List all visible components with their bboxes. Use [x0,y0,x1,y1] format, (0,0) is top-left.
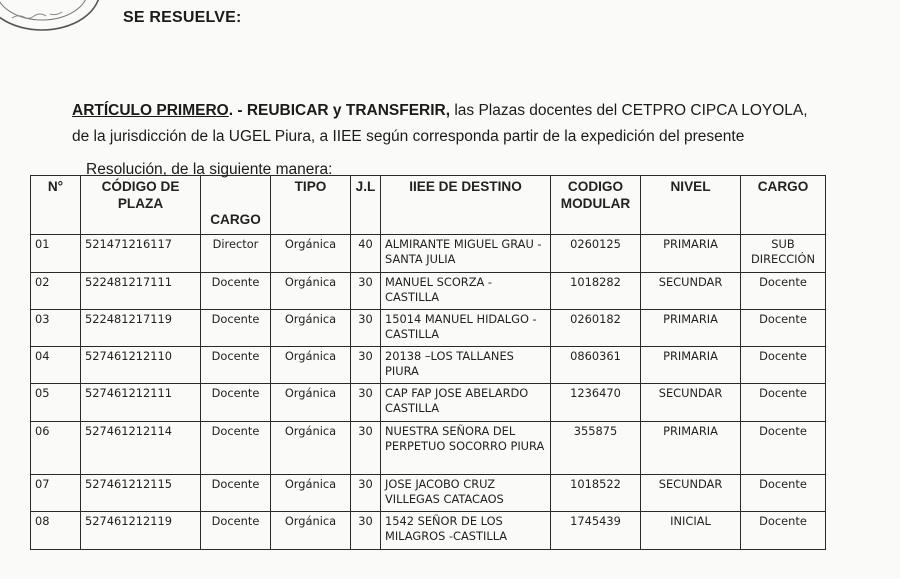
cell-cargo2: Docente [741,475,826,512]
cell-cargo: Docente [201,512,271,550]
cell-jl: 30 [351,475,381,512]
cell-tipo: Orgánica [271,347,351,384]
cell-jl: 30 [351,347,381,384]
cell-tipo: Orgánica [271,475,351,512]
article-verb: REUBICAR y TRANSFERIR, [246,102,451,119]
article-title: ARTÍCULO PRIMERO [72,102,229,119]
cell-num: 05 [31,384,81,422]
cell-tipo: Orgánica [271,384,351,422]
cell-jl: 30 [351,512,381,550]
cell-num: 04 [31,347,81,384]
cell-modular: 1745439 [551,512,641,550]
cell-modular: 0260182 [551,310,641,347]
cell-nivel: SECUNDAR [641,384,741,422]
cell-jl: 30 [351,384,381,422]
cell-tipo: Orgánica [271,310,351,347]
header-cargo: CARGO [201,176,271,235]
cell-jl: 30 [351,310,381,347]
cell-nivel: SECUNDAR [641,273,741,310]
cell-cargo2: Docente [741,384,826,422]
cell-num: 02 [31,273,81,310]
cell-cargo: Director [201,235,271,273]
cell-nivel: INICIAL [641,512,741,550]
cell-iiee: MANUEL SCORZA - CASTILLA [381,273,551,310]
cell-modular: 1018282 [551,273,641,310]
cell-iiee: CAP FAP JOSE ABELARDO CASTILLA [381,384,551,422]
table-header-row [31,176,826,235]
cell-plaza: 527461212114 [81,422,201,475]
cell-num: 06 [31,422,81,475]
cell-nivel: PRIMARIA [641,347,741,384]
cell-tipo: Orgánica [271,235,351,273]
cell-cargo: Docente [201,347,271,384]
cell-tipo: Orgánica [271,512,351,550]
cell-cargo: Docente [201,475,271,512]
cell-plaza: 527461212119 [81,512,201,550]
cell-iiee: 20138 –LOS TALLANES PIURA [381,347,551,384]
cell-iiee: ALMIRANTE MIGUEL GRAU -SANTA JULIA [381,235,551,273]
cell-cargo: Docente [201,384,271,422]
cell-plaza: 527461212110 [81,347,201,384]
cell-cargo2: Docente [741,310,826,347]
cell-cargo: Docente [201,310,271,347]
cell-jl: 40 [351,235,381,273]
cell-iiee: 1542 SEÑOR DE LOS MILAGROS -CASTILLA [381,512,551,550]
header-num: N° [31,176,81,235]
cell-nivel: SECUNDAR [641,475,741,512]
article-third-line: Resolución, de la siguiente manera: [86,161,333,178]
cell-plaza: 522481217119 [81,310,201,347]
official-seal-stamp [0,0,102,35]
cell-jl: 30 [351,273,381,310]
article-line1-rest: las Plazas docentes del CETPRO CIPCA LOYOLA, [450,102,808,119]
resolve-heading: SE RESUELVE: [123,9,242,26]
cell-nivel: PRIMARIA [641,235,741,273]
table-row [31,347,826,384]
cell-cargo: Docente [201,273,271,310]
header-iiee: IIEE DE DESTINO [381,176,551,235]
cell-cargo2: Docente [741,347,826,384]
cell-plaza: 527461212111 [81,384,201,422]
header-nivel: NIVEL [641,176,741,235]
cell-modular: 0260125 [551,235,641,273]
header-codigo-plaza: CÓDIGO DE PLAZA [81,176,201,235]
cell-plaza: 527461212115 [81,475,201,512]
cell-num: 07 [31,475,81,512]
cell-iiee: JOSE JACOBO CRUZ VILLEGAS CATACAOS [381,475,551,512]
cell-num: 03 [31,310,81,347]
cell-num: 08 [31,512,81,550]
cell-modular: 1236470 [551,384,641,422]
cell-cargo2: Docente [741,422,826,475]
cell-modular: 0860361 [551,347,641,384]
cell-tipo: Orgánica [271,422,351,475]
cell-jl: 30 [351,422,381,475]
cell-tipo: Orgánica [271,273,351,310]
cell-plaza: 522481217111 [81,273,201,310]
cell-iiee: 15014 MANUEL HIDALGO -CASTILLA [381,310,551,347]
cell-plaza: 521471216117 [81,235,201,273]
article-first-line [72,102,808,120]
table-row [31,384,826,422]
cell-cargo2: Docente [741,273,826,310]
cell-nivel: PRIMARIA [641,422,741,475]
header-codigo-modular: CODIGO MODULAR [551,176,641,235]
table-row [31,422,826,475]
article-separator: . - [228,102,247,119]
table-row [31,475,826,512]
table-row [31,512,826,550]
cell-modular: 355875 [551,422,641,475]
header-tipo: TIPO [271,176,351,235]
table-row [31,273,826,310]
cell-num: 01 [31,235,81,273]
cell-modular: 1018522 [551,475,641,512]
cell-cargo2: Docente [741,512,826,550]
cell-iiee: NUESTRA SEÑORA DEL PERPETUO SOCORRO PIURA [381,422,551,475]
header-cargo2: CARGO [741,176,826,235]
article-second-line: de la jurisdicción de la UGEL Piura, a IIEE según corresponda partir de la expedición del presente [72,128,745,145]
header-jl: J.L [351,176,381,235]
table-row [31,235,826,273]
plazas-table [30,175,826,550]
cell-cargo2: SUB DIRECCIÓN [741,235,826,273]
table-row [31,310,826,347]
cell-nivel: PRIMARIA [641,310,741,347]
cell-cargo: Docente [201,422,271,475]
